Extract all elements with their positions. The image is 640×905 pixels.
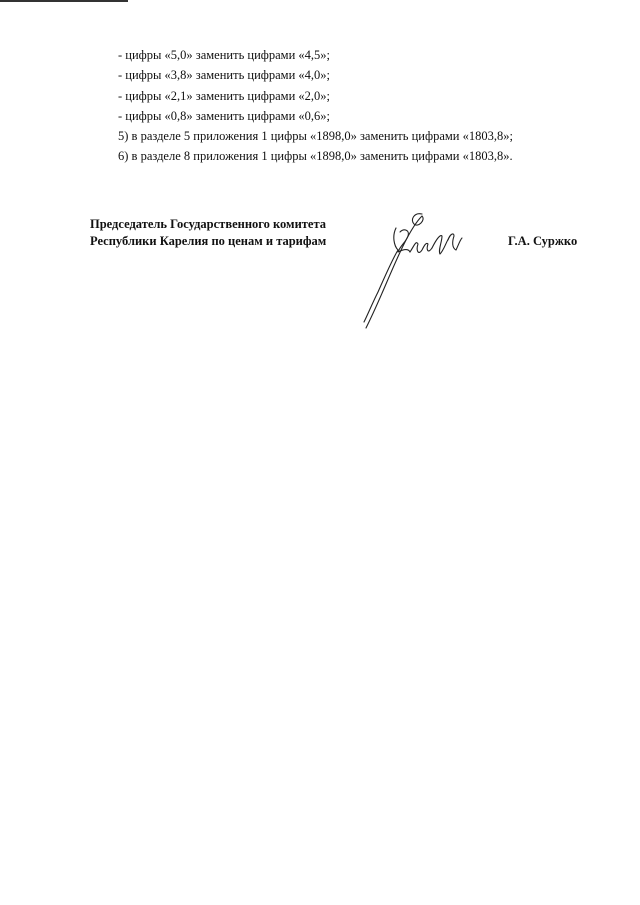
- signatory-title-line-2: Республики Карелия по ценам и тарифам: [90, 234, 327, 248]
- handwritten-signature-icon: [352, 206, 472, 334]
- signatory-name: Г.А. Суржко: [508, 234, 578, 248]
- top-rule: [0, 0, 128, 2]
- list-item: - цифры «2,1» заменить цифрами «2,0»;: [118, 88, 330, 103]
- signatory-title: [90, 216, 326, 250]
- list-item: - цифры «5,0» заменить цифрами «4,5»;: [118, 48, 330, 62]
- list-item: - цифры «3,8» заменить цифрами «4,0»;: [118, 68, 330, 83]
- document-body: [118, 45, 513, 167]
- signatory-title-line-1: Председатель Государственного комитета: [90, 217, 327, 231]
- list-item: - цифры «0,8» заменить цифрами «0,6»;: [118, 108, 330, 123]
- list-item: 6) в разделе 8 приложения 1 цифры «1898,0» заменить цифрами «1803,8».: [118, 149, 513, 164]
- list-item: 5) в разделе 5 приложения 1 цифры «1898,0» заменить цифрами «1803,8»;: [118, 129, 513, 144]
